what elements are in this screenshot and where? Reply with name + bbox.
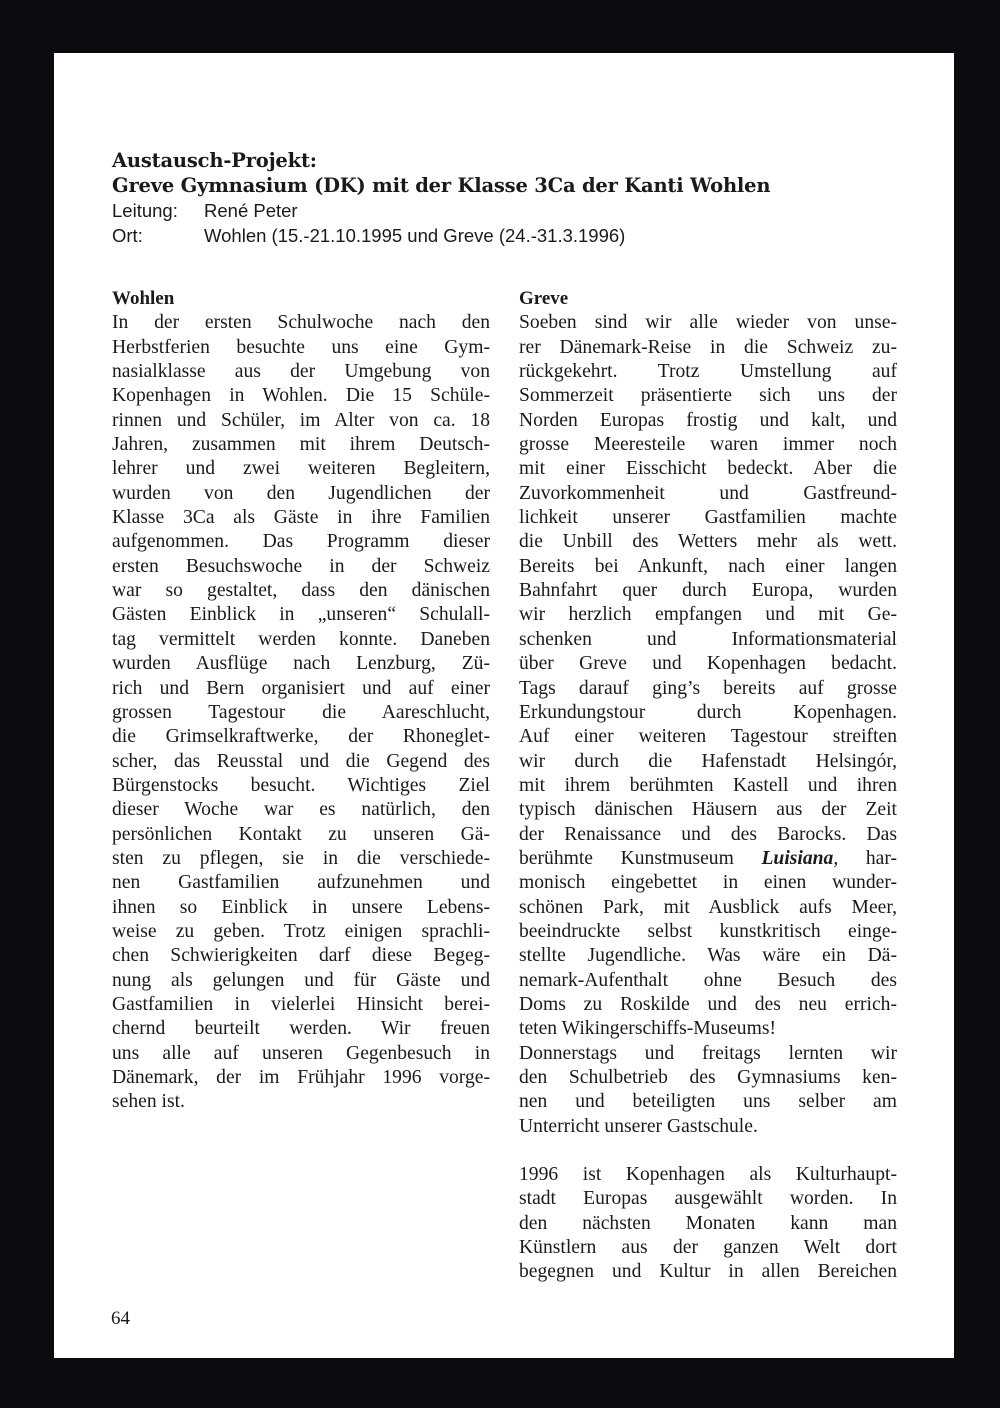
text-line: rinnen und Schüler, im Alter von ca. 18 (112, 409, 490, 431)
text-line: Herbstferien besuchte uns eine Gym- (112, 336, 490, 358)
article-title: Greve Gymnasium (DK) mit der Klasse 3Ca der Kanti Wohlen (112, 174, 771, 197)
right-column-greve (519, 287, 897, 1285)
article-header (112, 148, 832, 248)
text-line: Zuvorkommenheit und Gastfreund- (519, 482, 897, 504)
text-line: scher, das Reusstal und die Gegend des (112, 750, 490, 772)
text-line: Künstlern aus der ganzen Welt dort (519, 1237, 897, 1259)
text-line: lehrer und zwei weiteren Begleitern, (112, 458, 490, 480)
text-line: schönen Park, mit Ausblick aufs Meer, (519, 896, 897, 918)
text-line: nemark-Aufenthalt ohne Besuch des (519, 969, 897, 991)
text-line: Gastfamilien in vielerlei Hinsicht berei- (112, 993, 490, 1015)
text-line: mit einer Eisschicht bedeckt. Aber die (519, 458, 897, 480)
text-line: rer Dänemark-Reise in die Schweiz zu- (519, 336, 897, 358)
text-line: sehen ist. (112, 1091, 185, 1113)
text-line: Unterricht unserer Gastschule. (519, 1115, 758, 1137)
greve-paragraph-2 (519, 1042, 897, 1139)
ort-row (112, 223, 832, 248)
museum-name-italic: Luisiana (761, 847, 834, 869)
text-line: wir herzlich empfangen und mit Ge- (519, 604, 897, 626)
leitung-row (112, 198, 832, 223)
text-line: nen und beteiligten uns selber am (519, 1091, 897, 1113)
text-line: begegnen und Kultur in allen Bereichen (519, 1261, 897, 1283)
text-line: über Greve und Kopenhagen bedacht. (519, 653, 897, 675)
page-number: 64 (111, 1308, 130, 1329)
text-line: aufgenommen. Das Programm dieser (112, 531, 490, 553)
text-line: Doms zu Roskilde und des neu errich- (519, 993, 897, 1015)
text-line: Gästen Einblick in „unseren“ Schulall- (112, 604, 490, 626)
text-line: Bürgenstocks besucht. Wichtiges Ziel (112, 774, 490, 796)
text-line: tag vermittelt werden konnte. Daneben (112, 628, 490, 650)
text-line: uns alle auf unseren Gegenbesuch in (112, 1042, 490, 1064)
text-line: wurden Ausflüge nach Lenzburg, Zü- (112, 653, 490, 675)
text-line: 1996 ist Kopenhagen als Kulturhaupt- (519, 1164, 897, 1186)
text-line: stellte Jugendliche. Was wäre ein Dä- (519, 945, 897, 967)
greve-paragraph-1 (519, 311, 897, 1041)
text-line: Bereits bei Ankunft, nach einer langen (519, 555, 897, 577)
text-line: Jahren, zusammen mit ihrem Deutsch- (112, 434, 490, 456)
text-line: mit ihrem berühmten Kastell und ihren (519, 774, 897, 796)
text-line: die Grimselkraftwerke, der Rhoneglet- (112, 726, 490, 748)
text-line: Norden Europas frostig und kalt, und (519, 409, 897, 431)
text-line: stadt Europas ausgewählt worden. In (519, 1188, 897, 1210)
text-line: chen Schwierigkeiten darf diese Begeg- (112, 945, 490, 967)
greve-paragraph-3 (519, 1163, 897, 1285)
left-column-wohlen (112, 287, 490, 1115)
text-line: Sommerzeit präsentierte sich uns der (519, 385, 897, 407)
text-line: weise zu geben. Trotz einigen sprachli- (112, 920, 490, 942)
text-line: Dänemark, der im Frühjahr 1996 vorge- (112, 1067, 490, 1088)
wohlen-paragraph (112, 311, 490, 1114)
text-line: schenken und Informationsmaterial (519, 628, 897, 650)
leitung-label: Leitung: (112, 200, 178, 221)
text-line: den Schulbetrieb des Gymnasiums ken- (519, 1067, 897, 1088)
text-line: Klasse 3Ca als Gäste in ihre Familien (112, 507, 490, 529)
text-line: der Renaissance und des Barocks. Das (519, 823, 897, 845)
text-line: typisch dänischen Häusern aus der Zeit (519, 799, 897, 821)
text-line: persönlichen Kontakt zu unseren Gä- (112, 823, 490, 845)
text-line: In der ersten Schulwoche nach den (112, 312, 490, 334)
leitung-value: René Peter (204, 200, 298, 221)
text-line: rückgekehrt. Trotz Umstellung auf (519, 361, 897, 383)
text-line: Erkundungstour durch Kopenhagen. (519, 701, 897, 723)
text-line: rich und Bern organisiert und auf einer (112, 677, 490, 699)
text-line: Soeben sind wir alle wieder von unse- (519, 312, 897, 334)
text-line: grosse Meeresteile waren immer noch (519, 434, 897, 456)
section-heading-greve: Greve (519, 288, 569, 309)
text-line: grossen Tagestour die Aareschlucht, (112, 701, 490, 723)
text-line: Auf einer weiteren Tagestour streiften (519, 726, 897, 748)
text-line: Tags darauf ging’s bereits auf grosse (519, 677, 897, 699)
text-line: nen Gastfamilien aufzunehmen und (112, 872, 490, 894)
article-kicker: Austausch-Projekt: (112, 149, 317, 172)
text-line: wurden von den Jugendlichen der (112, 482, 490, 504)
text-line: nasialklasse aus der Umgebung von (112, 361, 490, 383)
text-line: Kopenhagen in Wohlen. Die 15 Schüle- (112, 385, 490, 407)
text-line: ihnen so Einblick in unsere Lebens- (112, 896, 490, 918)
text-line: nung als gelungen und für Gäste und (112, 969, 490, 991)
text-line: war so gestaltet, dass den dänischen (112, 580, 490, 602)
text-line: wir durch die Hafenstadt Helsingór, (519, 750, 897, 772)
text-line: monisch eingebettet in einen wunder- (519, 872, 897, 894)
text-line: Bahnfahrt quer durch Europa, wurden (519, 580, 897, 602)
text-line: berühmte Kunstmuseum Luisiana, har- (519, 847, 897, 869)
text-line: sten zu pflegen, sie in die verschiede- (112, 847, 490, 869)
text-line: lichkeit unserer Gastfamilien machte (519, 507, 897, 529)
section-heading-wohlen: Wohlen (112, 288, 175, 309)
text-line: dieser Woche war es natürlich, den (112, 799, 490, 821)
text-line: teten Wikingerschiffs-Museums! (519, 1018, 776, 1040)
text-line: ersten Besuchswoche in der Schweiz (112, 555, 490, 577)
text-line: beeindruckte selbst kunstkritisch einge- (519, 920, 897, 942)
text-line: die Unbill des Wetters mehr als wett. (519, 531, 897, 553)
text-line: Donnerstags und freitags lernten wir (519, 1042, 897, 1064)
ort-label: Ort: (112, 225, 143, 246)
text-line: den nächsten Monaten kann man (519, 1212, 897, 1234)
ort-value: Wohlen (15.-21.10.1995 und Greve (24.-31.3.1996) (204, 225, 626, 246)
text-line: chernd beurteilt werden. Wir freuen (112, 1018, 490, 1040)
